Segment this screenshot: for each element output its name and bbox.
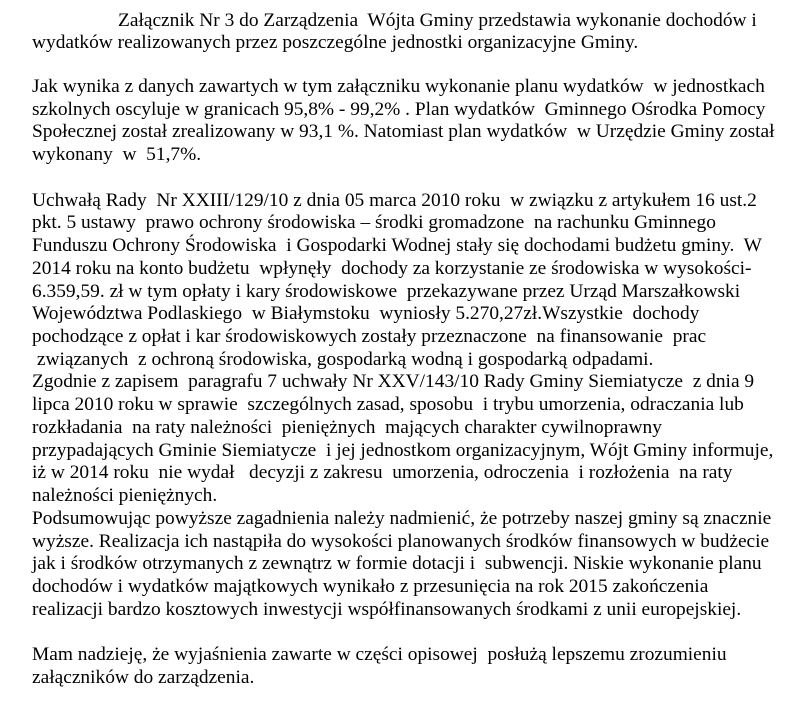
paragraph-5-line-1: Podsumowując powyższe zagadnienia należy nadmienić, że potrzeby naszej gminy są znacznie [32,508,772,529]
paragraph-3-line-2: pkt. 5 ustawy prawo ochrony środowiska – środki gromadzone na rachunku Gminnego [32,212,716,233]
paragraph-1-line-1: Załącznik Nr 3 do Zarządzenia Wójta Gminy przedstawia wykonanie dochodów i [118,10,757,31]
paragraph-3-line-4: 2014 roku na konto budżetu wpłynęły dochody za korzystanie ze środowiska w wysokości- [32,258,752,279]
paragraph-3-line-3: Funduszu Ochrony Środowiska i Gospodarki Wodnej stały się dochodami budżetu gminy. W [32,235,762,256]
paragraph-2-line-3: Społecznej został zrealizowany w 93,1 %. Natomiast plan wydatków w Urzędzie Gminy został [32,121,775,142]
paragraph-5-line-4: dochodów i wydatków majątkowych wynikało z przesunięcia na rok 2015 zakończenia [32,576,709,597]
paragraph-4-line-3: rozkładania na raty należności pieniężnych mających charakter cywilnoprawny [32,417,662,438]
paragraph-6-line-2: załączników do zarządzenia. [32,667,255,688]
paragraph-2-line-1: Jak wynika z danych zawartych w tym załączniku wykonanie planu wydatków w jednostkach [32,76,765,97]
paragraph-2-line-2: szkolnych oscyluje w granicach 95,8% - 99,2% . Plan wydatków Gminnego Ośrodka Pomocy [32,99,766,120]
paragraph-3-line-1: Uchwałą Rady Nr XXIII/129/10 z dnia 05 marca 2010 roku w związku z artykułem 16 ust.2 [32,190,757,211]
paragraph-2-line-4: wykonany w 51,7%. [32,144,202,165]
paragraph-6-line-1: Mam nadzieję, że wyjaśnienia zawarte w części opisowej posłużą lepszemu zrozumieniu [32,644,727,665]
paragraph-1-line-2: wydatków realizowanych przez poszczególne jednostki organizacyjne Gminy. [32,32,639,53]
paragraph-5-line-3: jak i środków otrzymanych z zewnątrz w formie dotacji i subwencji. Niskie wykonanie planu [32,553,762,574]
paragraph-3-line-6: Województwa Podlaskiego w Białymstoku wyniosły 5.270,27zł.Wszystkie dochody [32,303,700,324]
paragraph-3-line-7: pochodzące z opłat i kar środowiskowych zostały przeznaczone na finansowanie prac [32,326,707,347]
paragraph-4-line-2: lipca 2010 roku w sprawie szczególnych zasad, sposobu i trybu umorzenia, odraczania lub [32,394,744,415]
paragraph-5-line-5: realizacji bardzo kosztowych inwestycji współfinansowanych środkami z unii europejskiej. [32,599,742,620]
paragraph-4-line-6: należności pieniężnych. [32,485,218,506]
paragraph-4-line-5: iż w 2014 roku nie wydał decyzji z zakresu umorzenia, odroczenia i rozłożenia na raty [32,462,733,483]
paragraph-3-line-8: związanych z ochroną środowiska, gospodarką wodną i gospodarką odpadami. [32,349,654,370]
paragraph-3-line-5: 6.359,59. zł w tym opłaty i kary środowiskowe przekazywane przez Urząd Marszałkowski [32,281,741,302]
paragraph-4-line-4: przypadających Gminie Siemiatycze i jej jednostkom organizacyjnym, Wójt Gminy informuje, [32,440,774,461]
paragraph-4-line-1: Zgodnie z zapisem paragrafu 7 uchwały Nr XXV/143/10 Rady Gminy Siemiatycze z dnia 9 [32,371,755,392]
paragraph-5-line-2: wyższe. Realizacja ich nastąpiła do wysokości planowanych środków finansowych w budżecie [32,531,770,552]
